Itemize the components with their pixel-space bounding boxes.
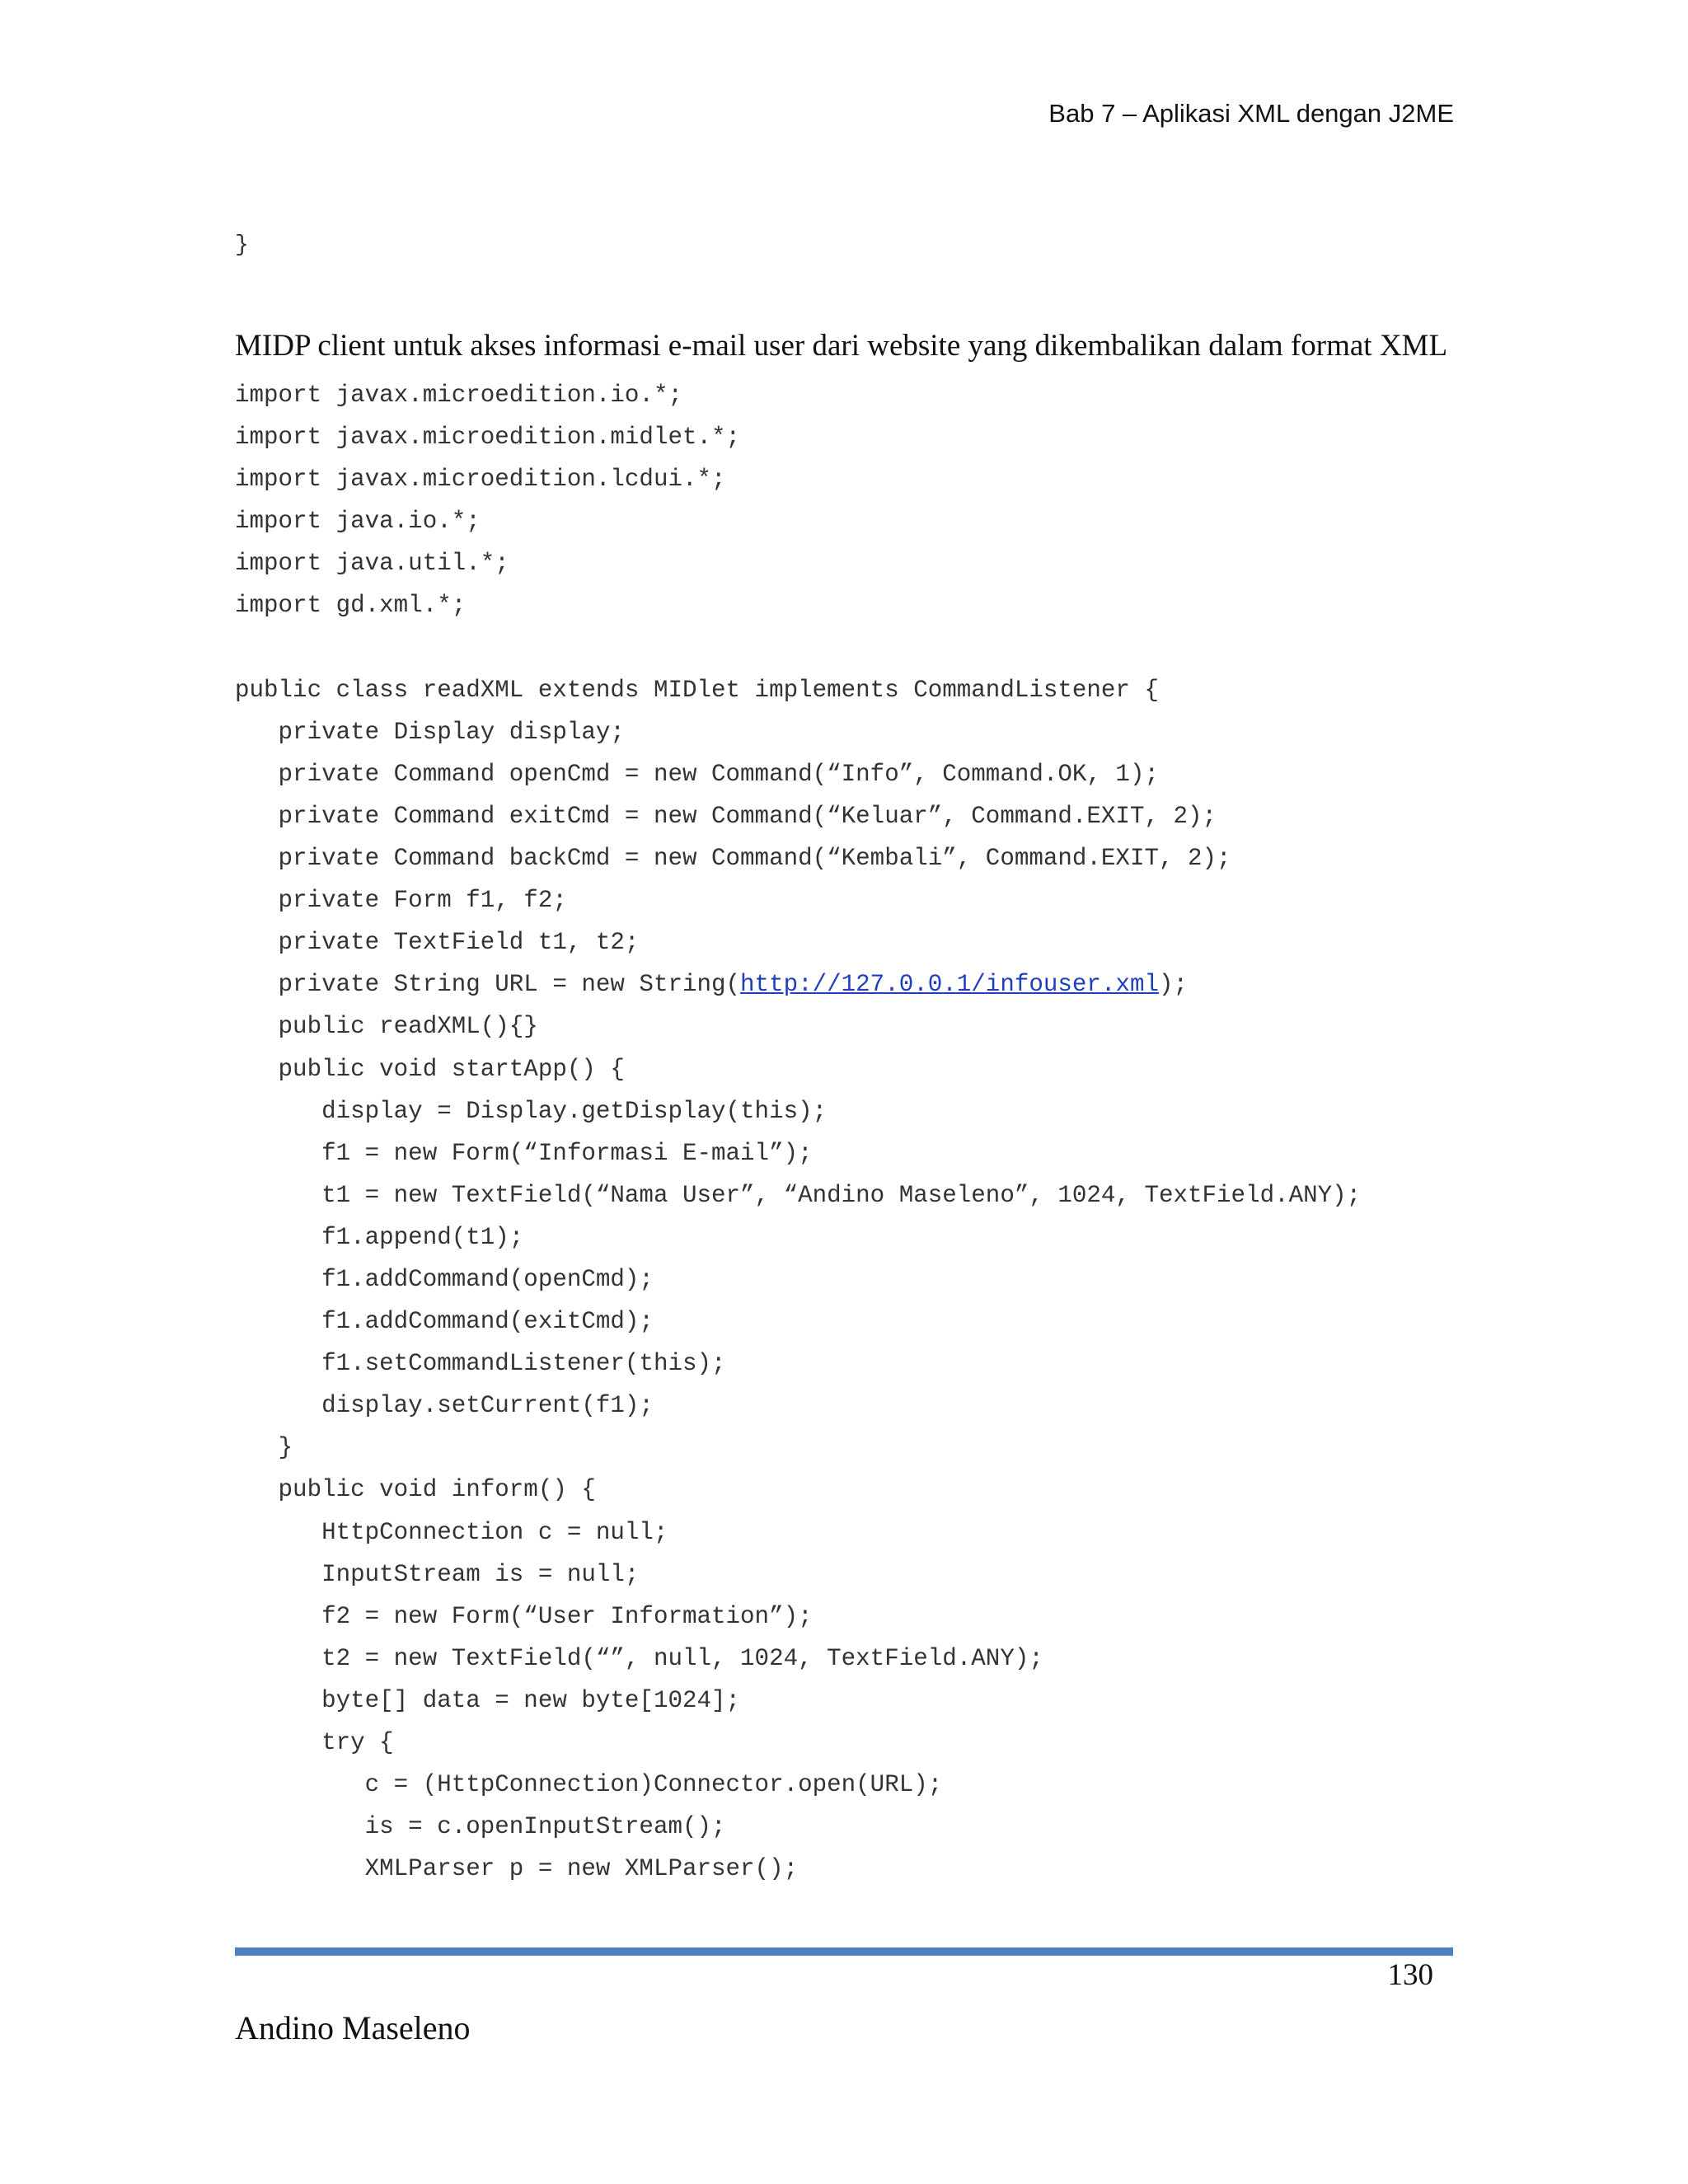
code-line: try {: [235, 1729, 394, 1756]
code-line: f1 = new Form(“Informasi E-mail”);: [235, 1139, 813, 1167]
code-line: import gd.xml.*;: [235, 592, 467, 620]
code-line: import javax.microedition.lcdui.*;: [235, 466, 726, 494]
code-line: c = (HttpConnection)Connector.open(URL);: [235, 1771, 943, 1799]
code-line: public class readXML extends MIDlet implements CommandListener {: [235, 676, 1159, 704]
code-line: InputStream is = null;: [235, 1560, 640, 1588]
code-line: f1.setCommandListener(this);: [235, 1350, 726, 1378]
code-line: is = c.openInputStream();: [235, 1813, 726, 1841]
closing-brace: }: [235, 232, 249, 258]
code-line: f1.append(t1);: [235, 1223, 524, 1251]
code-line-blank: [235, 633, 1361, 675]
code-line: display.setCurrent(f1);: [235, 1392, 654, 1420]
code-line: public readXML(){}: [235, 1013, 538, 1041]
code-line: display = Display.getDisplay(this);: [235, 1097, 828, 1125]
code-line: t1 = new TextField(“Nama User”, “Andino Maseleno”, 1024, TextField.ANY);: [235, 1181, 1362, 1209]
code-line: private Form f1, f2;: [235, 887, 567, 915]
code-listing: [235, 380, 1361, 1896]
code-line-url: [235, 969, 1361, 1011]
code-line: f2 = new Form(“User Information”);: [235, 1602, 813, 1630]
code-line: byte[] data = new byte[1024];: [235, 1686, 741, 1714]
code-line: import javax.microedition.io.*;: [235, 382, 682, 409]
code-line: }: [235, 1434, 293, 1462]
code-line: import java.io.*;: [235, 508, 481, 536]
code-line: t2 = new TextField(“”, null, 1024, TextField.ANY);: [235, 1644, 1043, 1672]
page-number: 130: [1387, 1958, 1433, 1992]
code-line: private Command backCmd = new Command(“Kembali”, Command.EXIT, 2);: [235, 845, 1231, 873]
code-line-url-prefix: private String URL = new String(: [235, 971, 741, 999]
code-line: private Command exitCmd = new Command(“Keluar”, Command.EXIT, 2);: [235, 802, 1217, 830]
code-line: f1.addCommand(openCmd);: [235, 1265, 654, 1293]
code-line: public void startApp() {: [235, 1055, 625, 1083]
code-line: public void inform() {: [235, 1476, 596, 1504]
code-line-url-suffix: );: [1159, 971, 1189, 999]
code-line: import javax.microedition.midlet.*;: [235, 424, 741, 452]
code-line: f1.addCommand(exitCmd);: [235, 1308, 654, 1336]
code-line: private TextField t1, t2;: [235, 929, 640, 957]
author-name: Andino Maseleno: [235, 2009, 471, 2046]
url-link[interactable]: http://127.0.0.1/infouser.xml: [740, 971, 1159, 999]
code-line: private Display display;: [235, 718, 625, 746]
code-line: HttpConnection c = null;: [235, 1518, 668, 1546]
footer-divider: [235, 1947, 1453, 1956]
code-line: XMLParser p = new XMLParser();: [235, 1855, 799, 1883]
chapter-header: Bab 7 – Aplikasi XML dengan J2ME: [1048, 99, 1454, 128]
section-heading: MIDP client untuk akses informasi e-mail user dari website yang dikembalikan dalam format XML: [235, 329, 1448, 363]
code-line: import java.util.*;: [235, 550, 509, 578]
code-line: private Command openCmd = new Command(“Info”, Command.OK, 1);: [235, 760, 1159, 788]
